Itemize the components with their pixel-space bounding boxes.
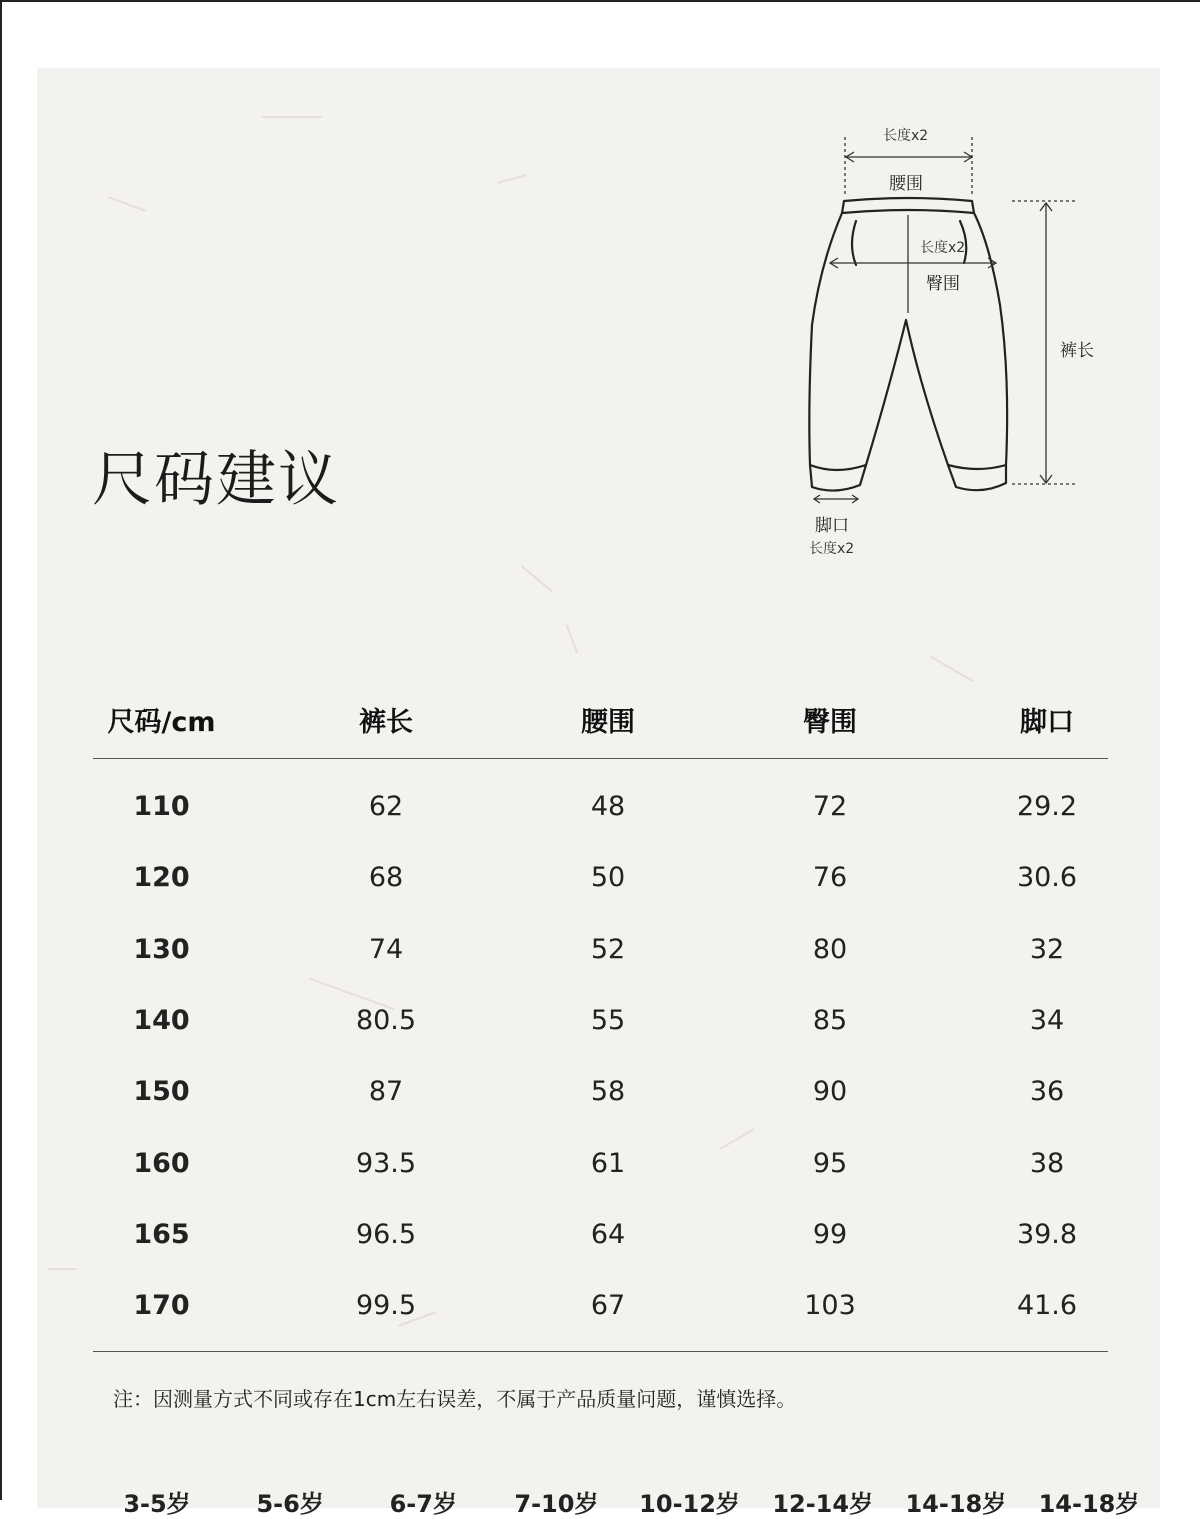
hem-double-note: 长度x2	[809, 541, 855, 557]
age-label: 6-7岁	[389, 1490, 457, 1518]
header-waist: 腰围	[581, 706, 635, 738]
hip-cell: 76	[812, 862, 848, 894]
length-cell: 99.5	[355, 1290, 417, 1322]
page-title: 尺码建议	[92, 445, 340, 515]
length-cell: 74	[368, 933, 404, 965]
hem-label: 脚口	[815, 516, 849, 536]
size-cell: 110	[133, 791, 190, 823]
table-row	[93, 1199, 1108, 1270]
table-row	[93, 985, 1108, 1056]
header-size: 尺码/cm	[107, 706, 216, 738]
length-cell: 87	[368, 1076, 404, 1108]
age-label: 14-18岁	[1038, 1490, 1140, 1518]
age-labels	[93, 1484, 1153, 1518]
table-bottom-rule	[93, 1351, 1108, 1352]
hip-label: 臀围	[926, 274, 960, 294]
hem-cell: 32	[1029, 933, 1065, 965]
table-row	[93, 1270, 1108, 1341]
hip-cell: 80	[812, 933, 848, 965]
header-hip: 臀围	[803, 706, 857, 738]
hem-cell: 39.8	[1016, 1218, 1078, 1250]
length-label: 裤长	[1060, 341, 1094, 361]
pants-measurement-diagram	[760, 115, 1140, 575]
waist-cell: 55	[590, 1005, 626, 1037]
waist-cell: 58	[590, 1076, 626, 1108]
table-header	[93, 680, 1108, 758]
age-label: 12-14岁	[772, 1490, 874, 1518]
waist-cell: 64	[590, 1218, 626, 1250]
waist-cell: 67	[590, 1290, 626, 1322]
size-cell: 170	[133, 1290, 190, 1322]
size-cell: 150	[133, 1076, 190, 1108]
hip-cell: 90	[812, 1076, 848, 1108]
size-cell: 160	[133, 1147, 190, 1179]
waist-label: 腰围	[889, 174, 923, 194]
hip-double-note: 长度x2	[920, 240, 966, 256]
hip-cell: 72	[812, 791, 848, 823]
size-cell: 165	[133, 1218, 190, 1250]
table-row	[93, 771, 1108, 842]
length-cell: 62	[368, 791, 404, 823]
age-label: 3-5岁	[123, 1490, 191, 1518]
length-cell: 68	[368, 862, 404, 894]
hem-cell: 34	[1029, 1005, 1065, 1037]
size-cell: 120	[133, 862, 190, 894]
size-table	[93, 680, 1108, 1352]
age-label: 5-6岁	[256, 1490, 324, 1518]
hem-cell: 38	[1029, 1147, 1065, 1179]
waist-cell: 48	[590, 791, 626, 823]
hem-cell: 30.6	[1016, 862, 1078, 894]
header-hem: 脚口	[1020, 706, 1074, 738]
hem-cell: 36	[1029, 1076, 1065, 1108]
table-row	[93, 1127, 1108, 1198]
waist-cell: 52	[590, 933, 626, 965]
size-cell: 140	[133, 1005, 190, 1037]
length-cell: 93.5	[355, 1147, 417, 1179]
age-label: 7-10岁	[514, 1490, 599, 1518]
table-row	[93, 1056, 1108, 1127]
size-cell: 130	[133, 933, 190, 965]
table-row	[93, 914, 1108, 985]
age-label: 14-18岁	[905, 1490, 1007, 1518]
hem-cell: 41.6	[1016, 1290, 1078, 1322]
hem-cell: 29.2	[1016, 791, 1078, 823]
table-top-rule	[93, 758, 1108, 759]
age-label: 10-12岁	[639, 1490, 740, 1518]
measurement-note: 注：因测量方式不同或存在1cm左右误差，不属于产品质量问题，谨慎选择。	[113, 1387, 797, 1411]
hip-cell: 103	[804, 1290, 856, 1322]
hip-cell: 85	[812, 1005, 848, 1037]
header-length: 裤长	[359, 706, 413, 738]
hip-cell: 95	[812, 1147, 848, 1179]
length-cell: 80.5	[355, 1005, 417, 1037]
table-row	[93, 842, 1108, 913]
waist-cell: 61	[590, 1147, 626, 1179]
length-cell: 96.5	[355, 1218, 417, 1250]
waist-double-note: 长度x2	[883, 128, 929, 144]
waist-cell: 50	[590, 862, 626, 894]
hip-cell: 99	[812, 1218, 848, 1250]
